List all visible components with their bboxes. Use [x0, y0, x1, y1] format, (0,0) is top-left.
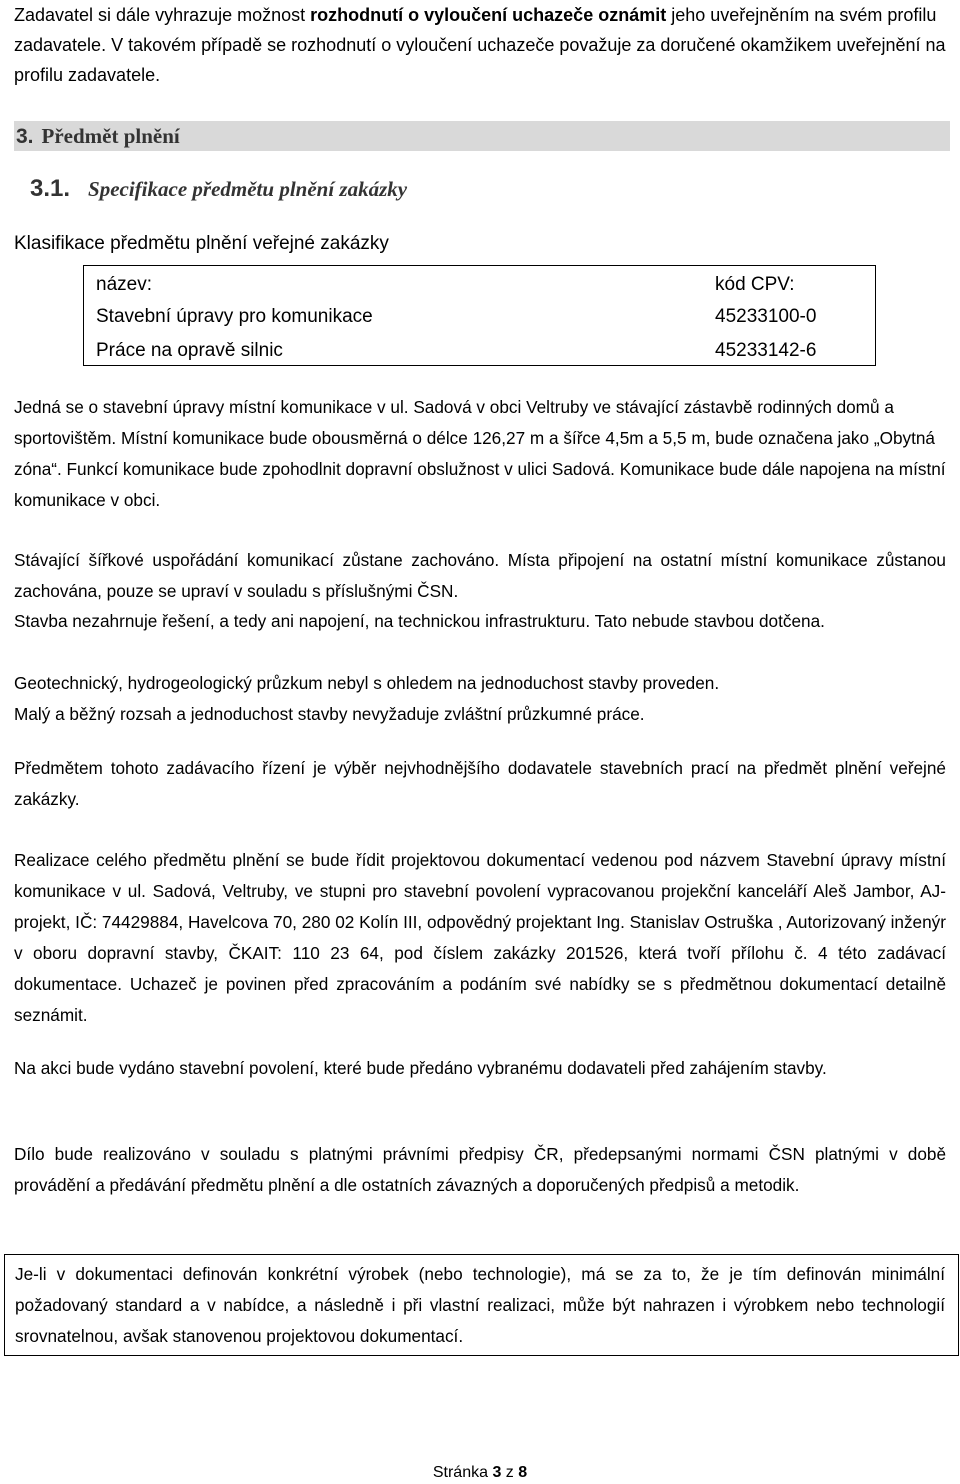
- section-title: Předmět plnění: [41, 124, 180, 148]
- cpv-code: 45233100-0: [715, 306, 817, 327]
- cpv-row: [96, 300, 863, 333]
- note-paragraph: Je-li v dokumentaci definován konkrétní výrobek (nebo technologie), má se za to, že je tím definován minimální požadovaný standard a v nabídce, a následně i při vlastní realizaci, může být nahrazen i výrobkem nebo technologií srovnatelnou, avšak stanovenou projektovou dokumentací.: [15, 1264, 945, 1346]
- survey-paragraph: Geotechnický, hydrogeologický průzkum nebyl s ohledem na jednoduchost stavby proveden.: [14, 673, 720, 693]
- regulations-paragraph: Dílo bude realizováno v souladu s platnými právními předpisy ČR, předepsanými normami ČSN platnými v době provádění a předávání předmětu plnění a dle ostatních závazných a doporučených předpisů a metodik.: [14, 1144, 946, 1195]
- cpv-header-row: [96, 268, 863, 301]
- cpv-code: 45233142-6: [715, 340, 817, 361]
- classification-heading: Klasifikace předmětu plnění veřejné zakázky: [14, 233, 389, 254]
- intro-text-end: jeho uveřejněním na svém profilu zadavatele. V takovém případě se rozhodnutí o vyloučení uchazeče považuje za doručené okamžikem uveřejnění na profilu zadavatele.: [14, 5, 946, 85]
- cpv-table: [83, 265, 876, 366]
- intro-paragraph: [14, 0, 948, 90]
- footer-page-number: 3: [492, 1464, 502, 1481]
- cpv-name: Práce na opravě silnic: [96, 340, 283, 361]
- description-paragraph: Jedná se o stavební úpravy místní komunikace v ul. Sadová v obci Veltruby ve stávající zástavbě rodinných domů a sportovištěm. Místní komunikace bude obousměrná o délce 126,27 m a šířce 4,5m a 5,5 m, bude označena jako „Obytná zóna“. Funkcí komunikace bude zpohodlnit dopravní obslužnost v ulici Sadová. Komunikace bude dále napojena na místní komunikace v obci.: [14, 397, 946, 510]
- footer-page-total: 8: [518, 1464, 528, 1481]
- section-heading: [16, 121, 180, 152]
- note-box: [4, 1254, 959, 1356]
- intro-bold-text: rozhodnutí o vyloučení uchazeče oznámit: [310, 5, 667, 25]
- layout-paragraph: Stávající šířkové uspořádání komunikací zůstane zachováno. Místa připojení na ostatní místní komunikace zůstanou zachována, pouze se upraví v souladu s příslušnými ČSN.: [14, 550, 946, 601]
- permit-paragraph: Na akci bude vydáno stavební povolení, které bude předáno vybranému dodavateli před zahájením stavby.: [14, 1058, 827, 1078]
- subsection-heading: [30, 171, 407, 207]
- scope-paragraph: Malý a běžný rozsah a jednoduchost stavby nevyžaduje zvláštní průzkumné práce.: [14, 704, 645, 724]
- cpv-name: Stavební úpravy pro komunikace: [96, 306, 373, 327]
- intro-text: Zadavatel si dále vyhrazuje možnost: [14, 5, 311, 25]
- cpv-name-header: název:: [96, 274, 152, 295]
- subsection-number: 3.1.: [30, 175, 71, 202]
- cpv-row: [96, 334, 863, 367]
- cpv-code-header: kód CPV:: [715, 274, 795, 295]
- realization-paragraph: Realizace celého předmětu plnění se bude řídit projektovou dokumentací vedenou pod názvem Stavební úpravy místní komunikace v ul. Sadová, Veltruby, ve stupni pro stavební povolení vypracovanou projekční kanceláří Aleš Jambor, AJ-projekt, IČ: 74429884, Havelcova 70, 280 02 Kolín III, odpovědný projektant Ing. Stanislav Ostruška , Autorizovaný inženýr v oboru dopravní stavby, ČKAIT: 110 23 64, pod číslem zakázky 201526, která tvoří přílohu č. 4 této zadávací dokumentace. Uchazeč je povinen před zpracováním a podáním své nabídky se s předmětnou dokumentací detailně seznámit.: [14, 850, 946, 1025]
- footer-separator: z: [501, 1464, 519, 1481]
- infrastructure-paragraph: Stavba nezahrnuje řešení, a tedy ani napojení, na technickou infrastrukturu. Tato nebude stavbou dotčena.: [14, 611, 825, 631]
- section-number: 3.: [16, 125, 34, 148]
- footer-prefix: Stránka: [432, 1464, 493, 1481]
- subsection-title: Specifikace předmětu plnění zakázky: [88, 177, 408, 201]
- subject-paragraph: Předmětem tohoto zadávacího řízení je výběr nejvhodnějšího dodavatele stavebních prací na předmět plnění veřejné zakázky.: [14, 758, 946, 809]
- page-footer: [0, 1462, 960, 1484]
